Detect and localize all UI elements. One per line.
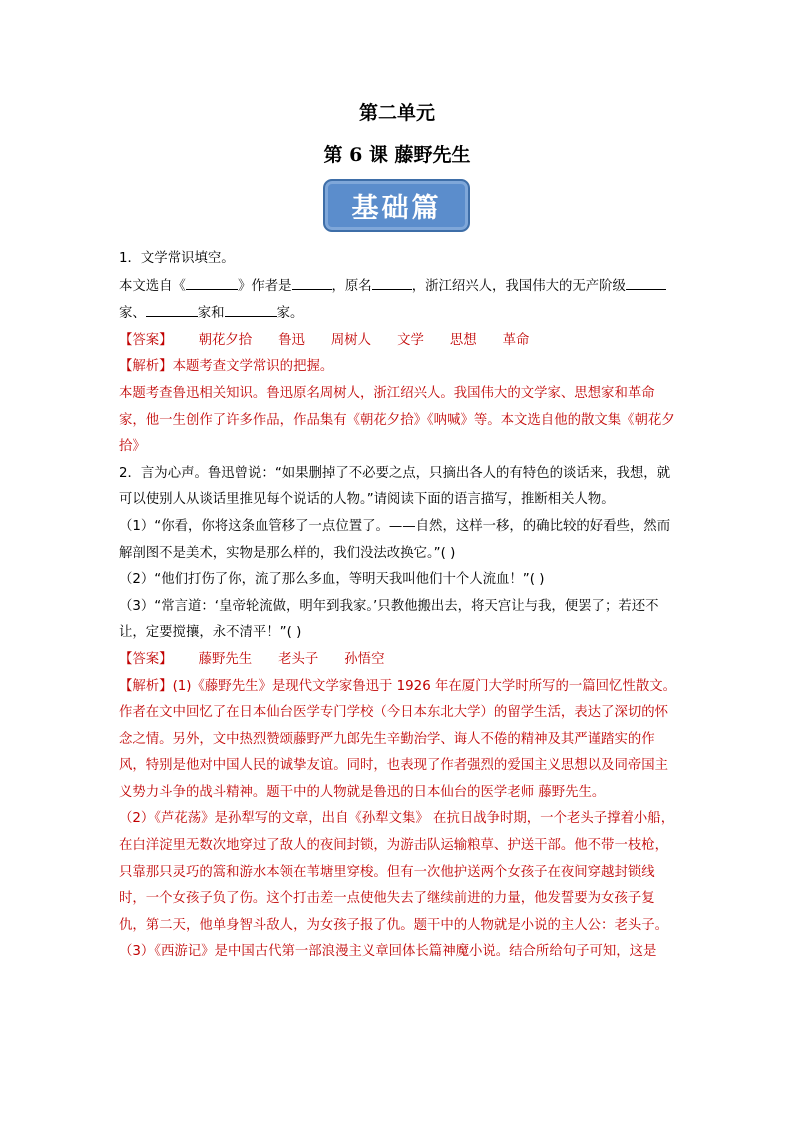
answer-item: 文学 xyxy=(397,332,424,348)
q1-text-4: ，浙江绍兴人，我国伟大的无产阶级 xyxy=(411,278,626,294)
answer-label: 【答案】 xyxy=(119,332,173,348)
lesson-title: 第 6 课 藤野先生 xyxy=(323,144,471,166)
answer-item: 孙悟空 xyxy=(344,651,385,667)
q2-item-1: （1）“你看，你将这条血管移了一点位置了。——自然，这样一移，的确比较的好看些，然而解剖图不是美术，实物是那么样的，我们没法改换它。”( ) xyxy=(119,518,671,561)
blank xyxy=(225,300,277,317)
unit-title: 第二单元 xyxy=(358,102,435,124)
q2-answer xyxy=(119,647,677,674)
analysis-head-text: 本题考查文学常识的把握。 xyxy=(172,359,334,375)
q1-fill-text xyxy=(119,273,677,328)
answer-label: 【答案】 xyxy=(119,651,173,667)
q1-analysis-head xyxy=(119,354,677,381)
q2-analysis-1 xyxy=(119,674,677,807)
answer-item: 老头子 xyxy=(278,651,319,667)
q2-analysis-2: （2）《芦花荡》是孙犁写的文章，出自《孙犁文集》 在抗日战争时期，一个老头子撑着小船，在白洋淀里无数次地穿过了敌人的夜间封锁，为游击队运输粮草、护送干部。他不带一枝枪，只靠那只灵巧的篙和游水本领在苇塘里穿梭。但有一次他护送两个女孩子在夜间穿越封锁线时，一个女孩子负了伤。这个打击差一点使他失去了继续前进的力量，他发誓要为女孩子复仇，第二天，他单身智斗敌人，为女孩子报了仇。题干中的人物就是小说的主人公：老头子。 xyxy=(119,811,675,933)
blank xyxy=(626,273,666,290)
q1-text-1: 本文选自《 xyxy=(119,278,186,294)
analysis-label: 【解析】 xyxy=(119,359,173,375)
answer-item: 革命 xyxy=(502,332,530,348)
blank xyxy=(372,273,412,290)
blank xyxy=(186,273,238,290)
answer-item: 思想 xyxy=(449,332,477,348)
analysis-text: (1)《藤野先生》是现代文学家鲁迅于 1926 年在厦门大学时所写的一篇回忆性散文。作者在文中回忆了在日本仙台医学专门学校（今日本东北大学）的留学生活，表达了深切的怀念之情。另外，文中热烈赞颂藤野严九郎先生辛勤治学、诲人不倦的精神及其严谨踏实的作风，特别是他对中国人民的诚挚友谊。同时，也表现了作者强烈的爱国主义思想以及同帝国主义势力斗争的战斗精神。题干中的人物就是鲁迅的日本仙台的医学老师 藤野先生。 xyxy=(119,678,677,800)
q1-answer xyxy=(119,328,677,355)
q1-text-3: ，原名 xyxy=(331,278,372,294)
q1-text-6: 家和 xyxy=(197,306,225,322)
answer-item: 朝花夕拾 xyxy=(198,332,253,348)
q2-stem: 2．言为心声。鲁迅曾说：“如果删掉了不必要之点，只摘出各人的有特色的谈话来，我想，就可以使别人从谈话里推见每个说话的人物。”请阅读下面的语言描写，推断相关人物。 xyxy=(119,465,671,508)
q1-stem: 1．文学常识填空。 xyxy=(119,251,235,266)
q2-item-3: （3）“常言道：‘皇帝轮流做，明年到我家。’只教他搬出去，将天宫让与我，便罢了；若还不让，定要搅攘，永不清平！”( ) xyxy=(119,598,659,641)
q1-text-2: 》作者是 xyxy=(237,278,292,294)
answer-item: 鲁迅 xyxy=(278,332,305,348)
content xyxy=(119,246,677,966)
q1-text-7: 家。 xyxy=(276,306,304,322)
blank xyxy=(292,273,332,290)
q1-text-5: 家、 xyxy=(119,306,146,322)
answer-item: 周树人 xyxy=(330,332,372,348)
q2-analysis-3: （3）《西游记》是中国古代第一部浪漫主义章回体长篇神魔小说。结合所给句子可知，这是 xyxy=(119,944,657,960)
q1-analysis-body: 本题考查鲁迅相关知识。鲁迅原名周树人，浙江绍兴人。我国伟大的文学家、思想家和革命家，他一生创作了许多作品，作品集有《朝花夕拾》《呐喊》等。本文选自他的散文集《朝花夕拾》 xyxy=(119,385,675,455)
section-badge: 基础篇 xyxy=(323,179,470,232)
analysis-label: 【解析】 xyxy=(119,678,173,694)
q2-item-2: （2）“他们打伤了你，流了那么多血，等明天我叫他们十个人流血！”( ) xyxy=(119,572,545,588)
answer-item: 藤野先生 xyxy=(198,651,253,667)
blank xyxy=(146,300,198,317)
